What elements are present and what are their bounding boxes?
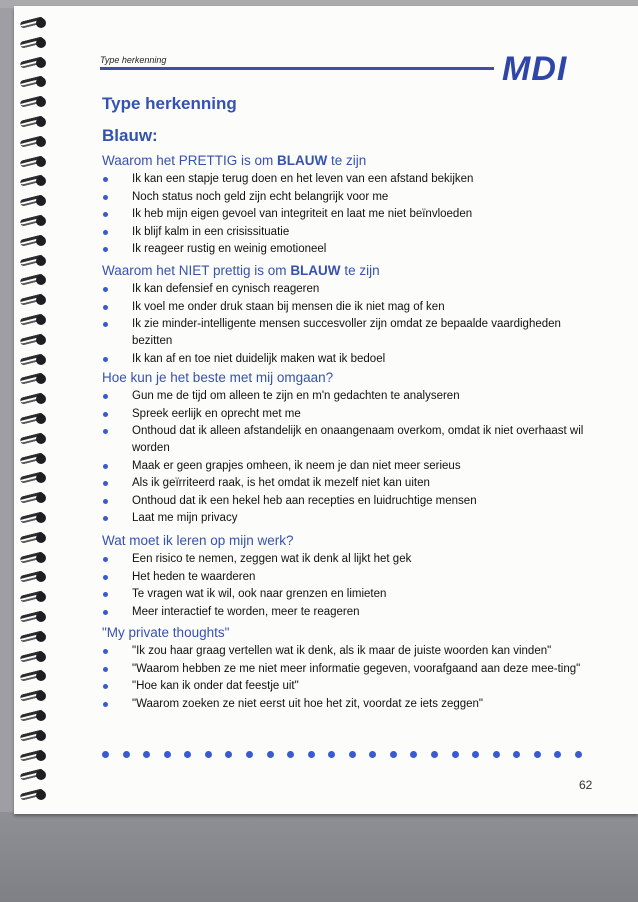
list-item [102,493,602,510]
list-item [102,224,602,241]
list-item [102,475,602,492]
decorative-dot [431,751,438,758]
spiral-ring [20,570,50,584]
spiral-ring [20,75,50,89]
list-item-text: Gun me de tijd om alleen te zijn en m'n gedachten te analyseren [132,390,460,402]
decorative-dot [452,751,459,758]
list-item-text: Te vragen wat ik wil, ook naar grenzen en limieten [132,588,387,600]
bullet-icon [103,667,108,672]
spiral-ring [20,788,50,802]
decorative-dot-row [102,751,582,761]
decorative-dot [534,751,541,758]
spiral-ring [20,511,50,525]
decorative-dot [513,751,520,758]
decorative-dot [267,751,274,758]
section-omgaan [102,370,602,528]
list-item [102,604,602,621]
spiral-ring [20,412,50,426]
bullet-icon [103,499,108,504]
document-page [14,6,638,814]
spiral-ring [20,471,50,485]
spiral-ring [20,115,50,129]
decorative-dot [184,751,191,758]
list-item-text: Ik reageer rustig en weinig emotioneel [132,243,327,255]
list-item-text: Noch status noch geld zijn echt belangrijk voor me [132,190,389,203]
decorative-dot [575,751,582,758]
spiral-ring [20,254,50,268]
spiral-ring [20,392,50,406]
decorative-dot [205,751,212,758]
list-item [102,388,602,405]
decorative-dot [123,751,130,758]
header-rule [100,67,494,70]
bullet-icon [103,394,108,399]
bullet-icon [103,610,108,615]
list-item [102,678,602,695]
decorative-dot [328,751,335,758]
mdi-logo: MDI [502,50,568,88]
spiral-ring [20,689,50,703]
spiral-ring [20,313,50,327]
spiral-ring [20,36,50,50]
bullet-icon [103,322,108,327]
spiral-ring [20,650,50,664]
scan-background-bottom [0,812,638,902]
heading-text-end: te zijn [327,153,367,168]
list-item-text: Ik blijf kalm in een crisissituatie [132,225,290,238]
page-number: 62 [579,778,593,792]
running-header-title: Type herkenning [100,55,167,65]
heading-bold: BLAUW [277,153,328,168]
decorative-dot [369,751,376,758]
list-item [102,458,602,475]
decorative-dot [287,751,294,758]
heading-text: Hoe kun je het beste met mij omgaan? [102,370,334,385]
spiral-ring [20,234,50,248]
bullet-icon [103,247,108,252]
list-item-text: Maak er geen grapjes omheen, ik neem je dan niet meer serieus [132,459,461,472]
list-item-text: Het heden te waarderen [132,570,256,583]
section-heading [102,263,602,281]
heading-text: Waarom het NIET prettig is om [102,263,291,278]
list-item [102,189,602,206]
bullet-icon [103,212,108,217]
heading-text-end: te zijn [340,263,380,278]
section-niet-prettig [102,263,602,368]
list-item [102,510,602,527]
heading-text: Wat moet ik leren op mijn werk? [102,533,294,548]
bullet-icon [103,575,108,580]
bullet-icon [103,357,108,362]
list-item [102,171,602,188]
list-item [102,351,602,368]
spiral-ring [20,531,50,545]
bullet-icon [103,429,108,434]
section-private-thoughts [102,625,602,713]
bullet-icon [103,592,108,597]
list-item [102,423,602,457]
spiral-ring [20,372,50,386]
list-item-text: Ik kan een stapje terug doen en het leven van een afstand bekijken [132,173,474,185]
list-item [102,696,602,713]
list-item [102,643,602,660]
section-heading [102,370,602,388]
spiral-ring [20,56,50,70]
bullet-icon [103,412,108,417]
list-item [102,569,602,586]
spiral-ring [20,709,50,723]
decorative-dot [493,751,500,758]
bullet-icon [103,230,108,235]
spiral-ring [20,729,50,743]
list-item-text: Onthoud dat ik alleen afstandelijk en onaangenaam overkom, omdat ik niet overhaast wil worden [132,425,584,454]
list-item-text: Een risico te nemen, zeggen wat ik denk al lijkt het gek [132,553,412,565]
list-item-text: Als ik geïrriteerd raak, is het omdat ik mezelf niet kan uiten [132,477,430,489]
list-item [102,406,602,423]
bullet-icon [103,702,108,707]
decorative-dot [164,751,171,758]
list-item-text: Ik kan af en toe niet duidelijk maken wat ik bedoel [132,352,386,365]
list-item-text: "Hoe kan ik onder dat feestje uit" [132,680,299,692]
spiral-ring [20,749,50,763]
spiral-ring [20,610,50,624]
spiral-ring [20,768,50,782]
list-item-text: "Waarom hebben ze me niet meer informatie gegeven, voorafgaand aan deze mee-ting" [132,662,581,675]
spiral-ring [20,135,50,149]
color-type-heading: Blauw: [102,126,158,145]
spiral-ring [20,432,50,446]
list-item-text: "Ik zou haar graag vertellen wat ik denk, als ik maar de juiste woorden kan vinden" [132,645,552,657]
bullet-icon [103,684,108,689]
spiral-ring [20,491,50,505]
decorative-dot [349,751,356,758]
bullet-icon [103,481,108,486]
spiral-ring [20,333,50,347]
bullet-icon [103,305,108,310]
bullet-icon [103,177,108,182]
bullet-icon [103,464,108,469]
list-item [102,206,602,223]
list-item [102,299,602,316]
list-item [102,551,602,568]
list-item-text: Ik kan defensief en cynisch reageren [132,283,320,295]
list-item [102,281,602,298]
spiral-binding [14,16,58,816]
list-item-text: Meer interactief te worden, meer te reageren [132,605,360,618]
heading-text: Waarom het PRETTIG is om [102,153,278,168]
heading-bold: BLAUW [290,263,341,278]
heading-text: "My private thoughts" [102,625,230,640]
spiral-ring [20,194,50,208]
page-title: Type herkenning [102,94,237,113]
section-heading [102,625,602,643]
section-heading [102,153,602,171]
spiral-ring [20,353,50,367]
decorative-dot [143,751,150,758]
spiral-ring [20,293,50,307]
decorative-dot [308,751,315,758]
list-item-text: Ik heb mijn eigen gevoel van integriteit en laat me niet beïnvloeden [132,208,473,220]
decorative-dot [390,751,397,758]
list-item-text: Ik zie minder-intelligente mensen succesvoller zijn omdat ze bepaalde vaardigheden bezitten [132,318,561,347]
spiral-ring [20,214,50,228]
section-leren [102,533,602,621]
spiral-ring [20,452,50,466]
bullet-icon [103,516,108,521]
list-item-text: Onthoud dat ik een hekel heb aan recepties en luidruchtige mensen [132,494,477,507]
list-item [102,316,602,350]
list-item-text: "Waarom zoeken ze niet eerst uit hoe het zit, voordat ze iets zeggen" [132,697,484,710]
spiral-ring [20,155,50,169]
bullet-icon [103,287,108,292]
list-item [102,241,602,258]
list-item-text: Laat me mijn privacy [132,512,238,524]
decorative-dot [246,751,253,758]
spiral-ring [20,551,50,565]
spiral-ring [20,669,50,683]
spiral-ring [20,16,50,30]
decorative-dot [410,751,417,758]
list-item-text: Ik voel me onder druk staan bij mensen die ik niet mag of ken [132,300,445,313]
decorative-dot [554,751,561,758]
list-item-text: Spreek eerlijk en oprecht met me [132,407,301,420]
section-heading [102,533,602,551]
section-prettig [102,153,602,259]
decorative-dot [225,751,232,758]
bullet-icon [103,195,108,200]
list-item [102,661,602,678]
spiral-ring [20,273,50,287]
decorative-dot [102,751,109,758]
spiral-ring [20,630,50,644]
bullet-icon [103,649,108,654]
spiral-ring [20,174,50,188]
spiral-ring [20,95,50,109]
spiral-ring [20,590,50,604]
list-item [102,586,602,603]
decorative-dot [472,751,479,758]
bullet-icon [103,557,108,562]
